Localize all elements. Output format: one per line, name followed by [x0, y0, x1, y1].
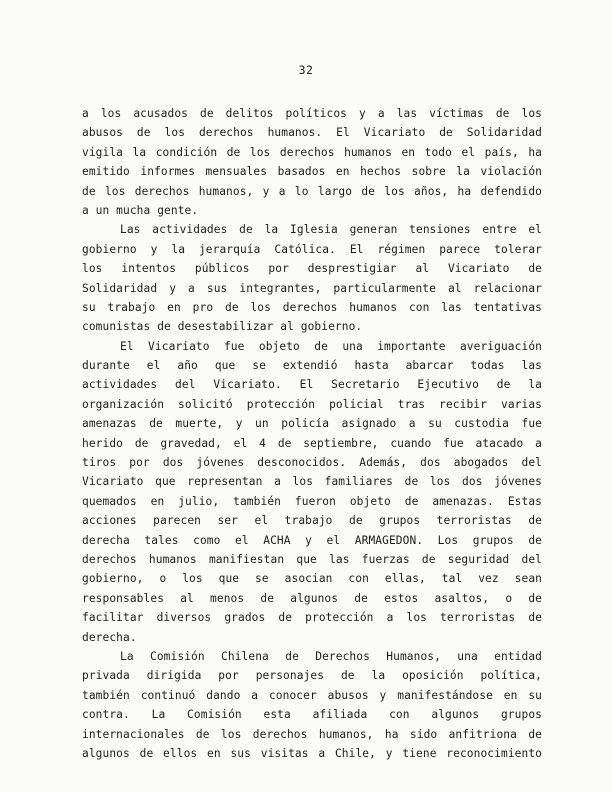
text-line: amenazas de muerte, y un policía asignado a su custodia fue	[82, 417, 542, 431]
text-line: La Comisión Chilena de Derechos Humanos, una entidad	[120, 649, 542, 663]
text-line: privada dirigida por personajes de la oposición política,	[82, 669, 542, 683]
text-line: El Vicariato fue objeto de una importante averiguación	[120, 339, 542, 353]
text-line: contra. La Comisión esta afiliada con algunos grupos	[82, 708, 542, 722]
text-line: Solidaridad y a sus integrantes, particularmente al relacionar	[82, 281, 542, 295]
text-line: tiros por dos jóvenes desconocidos. Además, dos abogados del	[82, 456, 542, 470]
text-line: durante el año que se extendió hasta abarcar todas las	[82, 359, 542, 373]
text-line: emitido informes mensuales basados en hechos sobre la violación	[82, 165, 542, 179]
text-line: derecha.	[82, 630, 137, 644]
text-line: su trabajo en pro de los derechos humanos con las tentativas	[82, 300, 542, 314]
text-line: herido de gravedad, el 4 de septiembre, cuando fue atacado a	[82, 436, 542, 450]
body-text	[82, 104, 542, 763]
text-line: comunistas de desestabilizar al gobierno.	[82, 320, 363, 334]
text-line: vigila la condición de los derechos humanos en todo el país, ha	[82, 145, 542, 159]
text-line: responsables al menos de algunos de estos asaltos, o de	[82, 591, 542, 605]
text-line: también continuó dando a conocer abusos y manifestándose en su	[82, 688, 542, 702]
text-line: actividades del Vicariato. El Secretario Ejecutivo de la	[82, 378, 542, 392]
text-line: Vicariato que representan a los familiares de los dos jóvenes	[82, 475, 542, 489]
text-line: acciones parecen ser el trabajo de grupos terroristas de	[82, 514, 542, 528]
text-line: derechos humanos manifiestan que las fuerzas de seguridad del	[82, 552, 542, 566]
text-line: gobierno y la jerarquía Católica. El régimen parece tolerar	[82, 242, 542, 256]
text-line: Las actividades de la Iglesia generan tensiones entre el	[120, 223, 542, 237]
page-number: 32	[298, 63, 314, 77]
text-line: abusos de los derechos humanos. El Vicariato de Solidaridad	[82, 126, 542, 140]
text-line: los intentos públicos por desprestigiar al Vicariato de	[82, 262, 542, 276]
text-line: a un mucha gente.	[82, 203, 199, 217]
text-line: quemados en julio, también fueron objeto de amenazas. Estas	[82, 494, 542, 508]
text-line: facilitar diversos grados de protección a los terroristas de	[82, 611, 542, 625]
text-line: gobierno, o los que se asocian con ellas, tal vez sean	[82, 572, 542, 586]
text-line: algunos de ellos en sus visitas a Chile, y tiene reconocimiento	[82, 746, 542, 760]
text-line: internacionales de los derechos humanos, ha sido anfitriona de	[82, 727, 542, 741]
text-line: a los acusados de delitos políticos y a las víctimas de los	[82, 107, 542, 120]
text-line: derecha tales como el ACHA y el ARMAGEDON. Los grupos de	[82, 533, 542, 547]
text-line: de los derechos humanos, y a lo largo de los años, ha defendido	[82, 184, 542, 198]
text-line: organización solicitó protección policial tras recibir varias	[82, 397, 542, 411]
